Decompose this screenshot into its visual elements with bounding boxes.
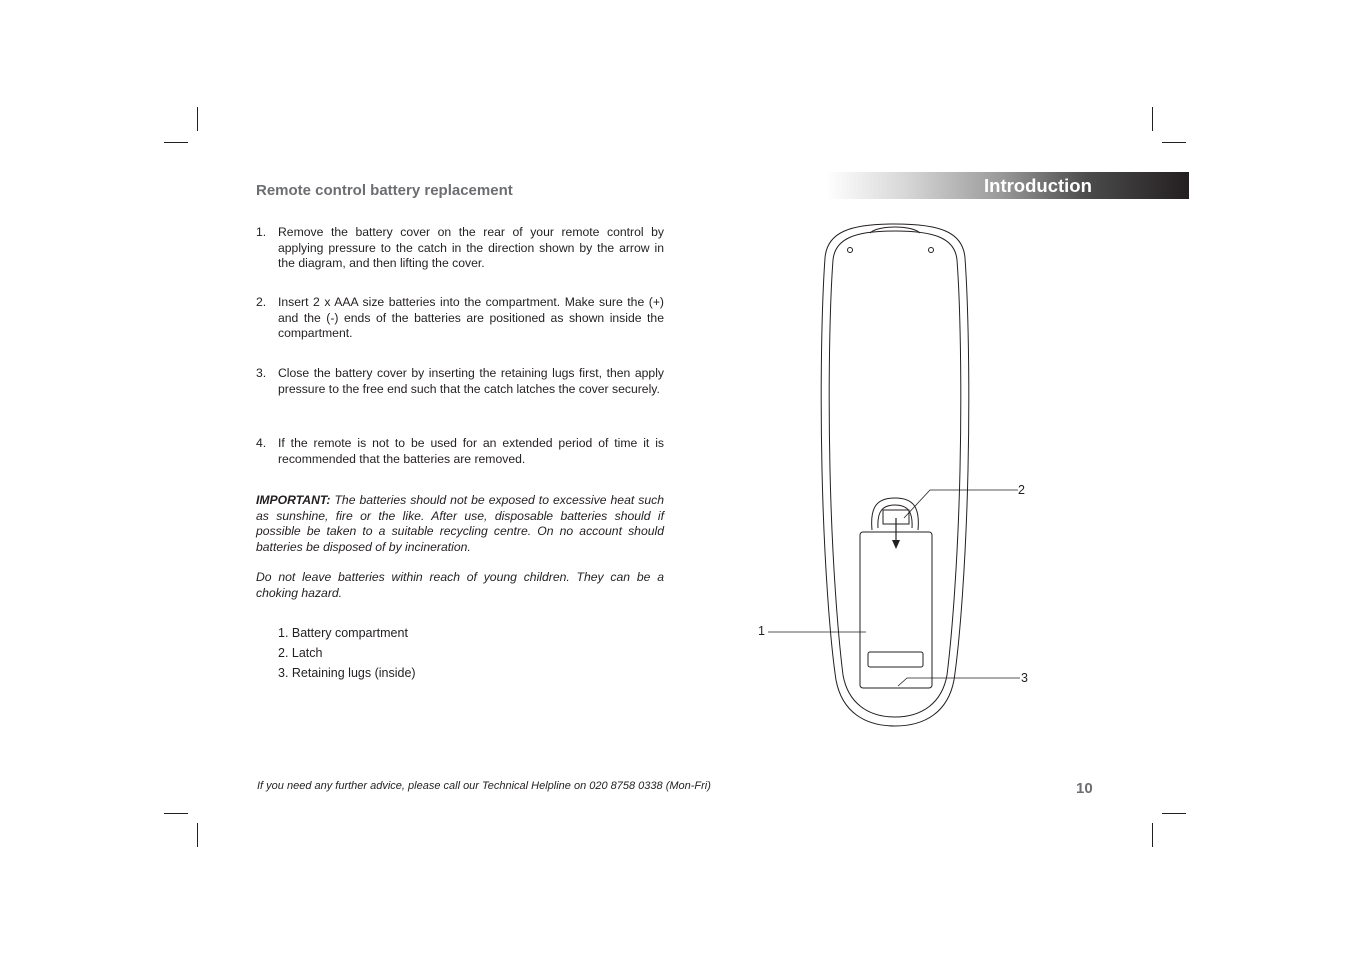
legend-item: 2. Latch	[278, 646, 323, 660]
step-item	[256, 366, 664, 397]
important-label: IMPORTANT:	[256, 493, 331, 507]
callout-3: 3	[1021, 671, 1028, 685]
step-item	[256, 225, 664, 272]
crop-mark	[164, 813, 188, 814]
page-number: 10	[1076, 780, 1093, 797]
latch-outline	[872, 498, 919, 530]
section-title: Introduction	[984, 175, 1092, 196]
step-text: Remove the battery cover on the rear of your remote control by applying pressure to the catch in the direction shown by the arrow in the diagram, and then lifting the cover.	[278, 225, 664, 270]
top-hole-icon	[929, 248, 934, 253]
legend-item: 3. Retaining lugs (inside)	[278, 666, 416, 680]
step-number: 3.	[256, 366, 267, 380]
step-item	[256, 436, 664, 467]
battery-cover	[860, 532, 932, 688]
important-text: The batteries should not be exposed to excessive heat such as sunshine, fire or the like. After use, disposable batteries should if possible be taken to a suitable recycling centre. On no account should batteries be disposed of by incineration.	[256, 493, 664, 554]
step-text: Close the battery cover by inserting the retaining lugs first, then apply pressure to the free end such that the catch latches the cover securely.	[278, 366, 664, 396]
step-number: 4.	[256, 436, 267, 450]
step-item	[256, 295, 664, 342]
important-notice	[256, 493, 664, 555]
legend-item: 1. Battery compartment	[278, 626, 408, 640]
section-banner	[826, 172, 1189, 199]
page-heading: Remote control battery replacement	[256, 182, 513, 199]
crop-mark	[1162, 813, 1186, 814]
step-number: 2.	[256, 295, 267, 309]
crop-mark	[197, 107, 198, 131]
crop-mark	[164, 142, 188, 143]
crop-mark	[1152, 107, 1153, 131]
crop-mark	[197, 823, 198, 847]
callout-2: 2	[1018, 483, 1025, 497]
remote-outline	[821, 224, 969, 726]
crop-mark	[1162, 142, 1186, 143]
callout-1: 1	[758, 624, 765, 638]
step-text: If the remote is not to be used for an extended period of time it is recommended that the batteries are removed.	[278, 436, 664, 466]
diagram-legend	[278, 626, 416, 686]
battery-cover-slot	[868, 652, 923, 667]
helpline-footer: If you need any further advice, please call our Technical Helpline on 020 8758 0338 (Mon-Fri)	[257, 780, 711, 792]
step-number: 1.	[256, 225, 267, 239]
crop-mark	[1152, 823, 1153, 847]
leader-line-2	[904, 490, 1018, 518]
top-hole-icon	[848, 248, 853, 253]
remote-control-diagram	[740, 215, 1040, 735]
arrow-icon	[892, 540, 900, 549]
remote-inner-outline	[829, 231, 961, 717]
step-text: Insert 2 x AAA size batteries into the compartment. Make sure the (+) and the (-) ends of the batteries are positioned as shown inside the compartment.	[278, 295, 664, 340]
child-warning: Do not leave batteries within reach of young children. They can be a choking hazard.	[256, 570, 664, 600]
leader-line-3	[898, 678, 1020, 686]
